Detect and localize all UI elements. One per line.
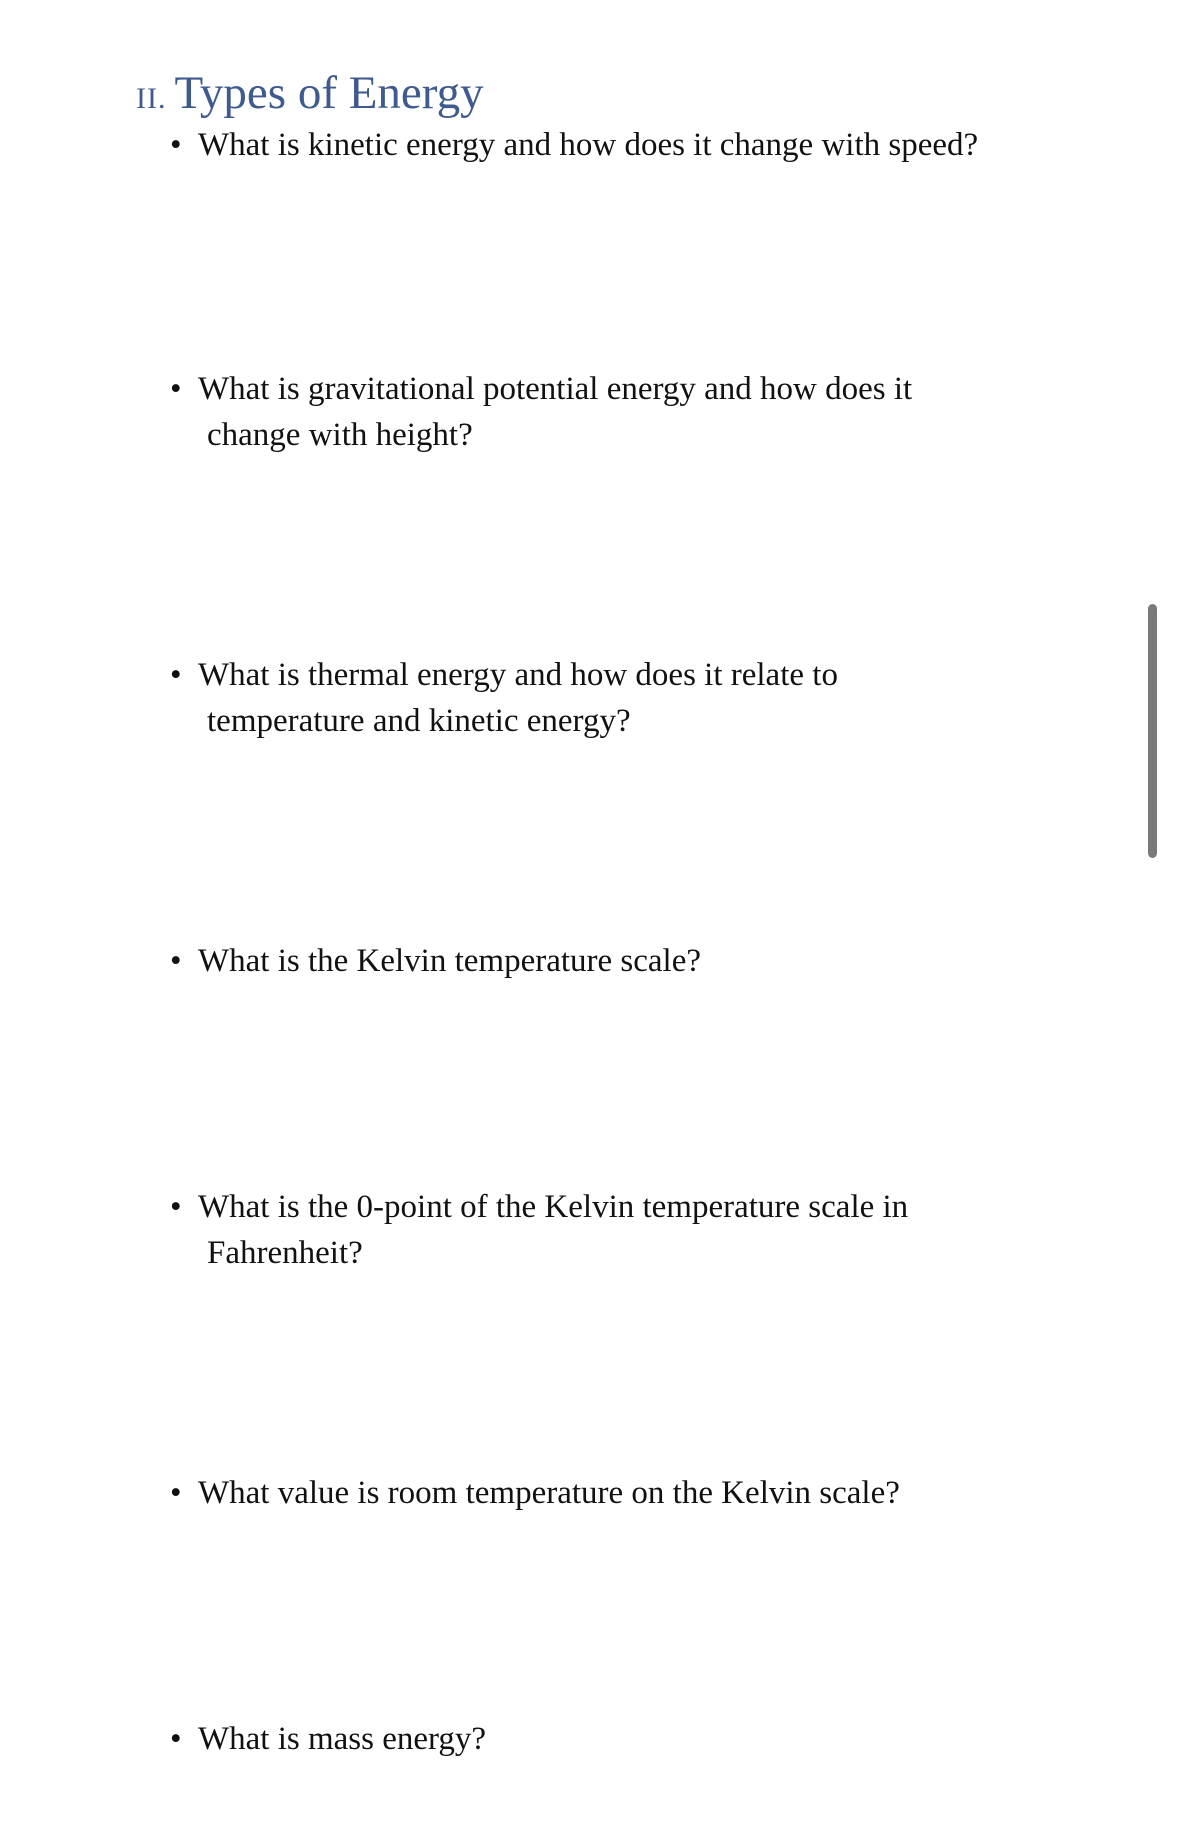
question-line: What is the Kelvin temperature scale?: [198, 943, 702, 979]
question-text: [170, 1184, 1050, 1276]
question-line: What is thermal energy and how does it relate to: [198, 657, 838, 693]
bullet-icon: •: [170, 1189, 182, 1225]
section-heading: [136, 66, 484, 120]
bullet-icon: •: [170, 657, 182, 693]
question-text: [170, 1470, 1050, 1516]
question-line-continued: change with height?: [207, 417, 473, 453]
question-text: [170, 1716, 1050, 1762]
section-title: Types of Energy: [174, 67, 484, 119]
question-text: [170, 366, 1050, 458]
bullet-icon: •: [170, 371, 182, 407]
bullet-icon: •: [170, 1475, 182, 1511]
bullet-icon: •: [170, 943, 182, 979]
vertical-scrollbar[interactable]: [1148, 604, 1157, 858]
question-line: What is kinetic energy and how does it change with speed?: [198, 127, 979, 163]
question-text: [170, 652, 1050, 744]
question-line: What is gravitational potential energy and how does it: [198, 371, 913, 407]
question-text: [170, 938, 1050, 984]
question-line-continued: Fahrenheit?: [207, 1235, 363, 1271]
question-line: What is mass energy?: [198, 1721, 487, 1757]
question-item: [170, 122, 1050, 168]
question-item: [170, 652, 1050, 744]
question-item: [170, 366, 1050, 458]
section-numeral: II.: [136, 82, 167, 115]
question-text: [170, 122, 1050, 168]
question-item: [170, 1470, 1050, 1516]
bullet-icon: •: [170, 1721, 182, 1757]
question-line: What is the 0-point of the Kelvin temperature scale in: [198, 1189, 909, 1225]
question-item: [170, 1716, 1050, 1762]
question-item: [170, 1184, 1050, 1276]
bullet-icon: •: [170, 127, 182, 163]
question-item: [170, 938, 1050, 984]
question-line-continued: temperature and kinetic energy?: [207, 703, 631, 739]
question-line: What value is room temperature on the Kelvin scale?: [198, 1475, 900, 1511]
